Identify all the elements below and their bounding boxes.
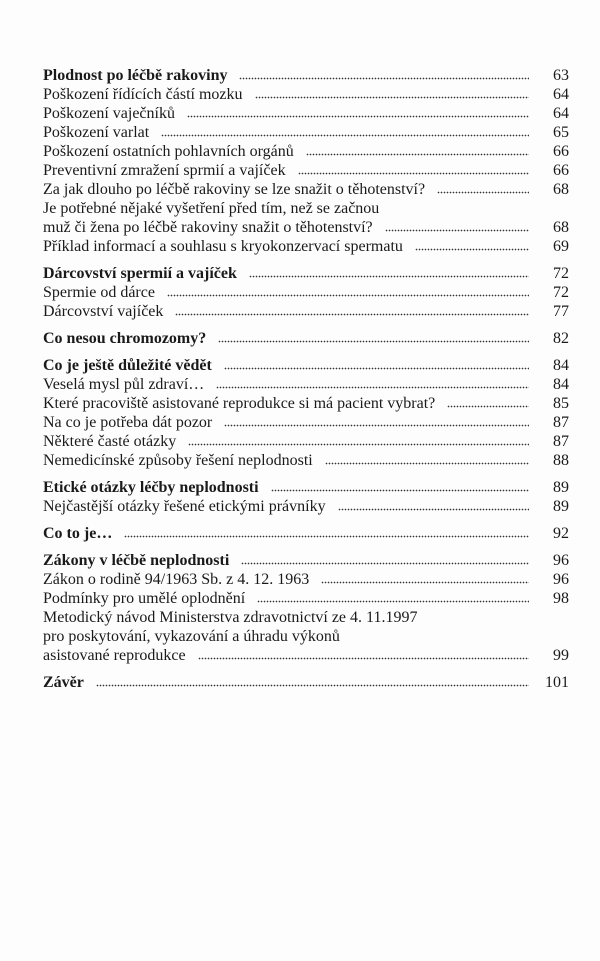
toc-entry [43,375,569,394]
toc-page-number: 66 [553,143,569,160]
toc-entry-line [43,570,569,589]
toc-entry-line [43,356,569,375]
toc-entry-title: Dárcovství spermií a vajíček [43,265,237,282]
dot-leader [216,385,529,389]
dot-leader [271,488,529,492]
toc-entry-title: Poškození varlat [43,124,150,141]
toc-entry-title: Příklad informací a souhlasu s kryokonzervací spermatu [43,238,403,255]
toc-entry [43,161,569,180]
toc-page-number: 98 [553,590,569,607]
toc-page-number: 85 [553,395,569,412]
toc-section [43,673,569,692]
dot-leader [167,293,529,297]
toc-entry-line [43,66,569,85]
toc-entry-line [43,551,569,570]
toc-entry [43,413,569,432]
toc-entry-title: Veselá mysl půl zdraví… [43,376,205,393]
dot-leader [224,423,529,427]
toc-entry [43,199,569,237]
dot-leader [415,247,529,251]
dot-leader [385,228,529,232]
toc-entry-line [43,646,569,665]
dot-leader [224,366,529,370]
toc-entry-title: Poškození řídících částí mozku [43,86,243,103]
toc-entry-title: Dárcovství vajíček [43,303,164,320]
toc-entry-line [43,123,569,142]
toc-entry-title: Podmínky pro umělé oplodnění [43,590,246,607]
toc-page-number: 101 [545,674,569,691]
toc-entry-title: Poškození vaječníků [43,105,175,122]
dot-leader [239,76,529,80]
dot-leader [161,133,529,137]
toc-page-number: 99 [553,647,569,664]
toc-entry-line [43,375,569,394]
toc-entry-line [43,199,569,218]
toc-page-number: 84 [553,376,569,393]
dot-leader [257,599,529,603]
toc-entry-line [43,237,569,256]
toc-entry [43,302,569,321]
toc-entry-line [43,142,569,161]
toc-entry-title: Za jak dlouho po léčbě rakoviny se lze snažit o těhotenství? [43,181,426,198]
toc-page-number: 84 [553,357,569,374]
toc-entry-line [43,161,569,180]
dot-leader [437,190,529,194]
toc-section [43,66,569,256]
toc-entry-line [43,413,569,432]
toc-entry-line [43,180,569,199]
toc-entry [43,237,569,256]
toc-entry-title: Co je ještě důležité vědět [43,357,212,374]
toc-entry-title: muž či žena po léčbě rakoviny snažit o těhotenství? [43,219,373,236]
toc-entry-title: Nejčastější otázky řešené etickými právníky [43,498,326,515]
toc-entry [43,283,569,302]
toc-chapter-entry [43,356,569,375]
toc-entry-title: Zákon o rodině 94/1963 Sb. z 4. 12. 1963 [43,571,310,588]
toc-entry-line [43,85,569,104]
dot-leader [321,580,529,584]
toc-entry-title: Etické otázky léčby neplodnosti [43,479,259,496]
toc-entry [43,123,569,142]
toc-entry [43,608,569,665]
toc-entry [43,432,569,451]
toc-page-number: 89 [553,479,569,496]
dot-leader [241,561,529,565]
toc-entry-title: Co to je… [43,525,113,542]
toc-entry-line [43,432,569,451]
dot-leader [255,95,529,99]
toc-chapter-entry [43,264,569,283]
toc-entry [43,589,569,608]
toc-entry [43,394,569,413]
dot-leader [175,312,529,316]
toc-entry [43,570,569,589]
toc-entry [43,142,569,161]
toc-entry-title: asistované reprodukce [43,647,186,664]
toc-entry-title: Závěr [43,674,84,691]
toc-page-number: 92 [553,525,569,542]
toc-entry-line [43,394,569,413]
toc-entry-line [43,627,569,646]
toc-section [43,329,569,348]
toc-entry-line [43,218,569,237]
toc-entry-line [43,497,569,516]
toc-entry-line [43,104,569,123]
toc-page-number: 64 [553,105,569,122]
toc-entry-title: Spermie od dárce [43,284,155,301]
toc-section [43,356,569,470]
toc-page-number: 65 [553,124,569,141]
toc-chapter-entry [43,66,569,85]
toc-entry-title: Je potřebné nějaké vyšetření před tím, než se začnou [43,200,380,217]
dot-leader [447,404,529,408]
toc-entry-title: Nemedicínské způsoby řešení neplodnosti [43,452,313,469]
dot-leader [218,339,529,343]
toc-entry [43,497,569,516]
toc-page-number: 72 [553,265,569,282]
toc-entry-title: Které pracoviště asistované reprodukce si má pacient vybrat? [43,395,436,412]
toc-chapter-entry [43,478,569,497]
toc-entry-line [43,524,569,543]
toc-entry-title: Na co je potřeba dát pozor [43,414,213,431]
dot-leader [96,683,529,687]
toc-section [43,551,569,665]
toc-page-number: 82 [553,330,569,347]
dot-leader [325,461,529,465]
toc-page-number: 64 [553,86,569,103]
toc-entry-line [43,451,569,470]
toc-page-number: 68 [553,181,569,198]
toc-entry [43,451,569,470]
toc-entry-title: Co nesou chromozomy? [43,330,207,347]
toc-entry-title: Metodický návod Ministerstva zdravotnictví ze 4. 11.1997 [43,609,418,626]
toc-entry-title: Preventivní zmražení sprmií a vajíček [43,162,286,179]
table-of-contents [43,66,569,700]
toc-entry-title: Plodnost po léčbě rakoviny [43,67,228,84]
toc-page-number: 87 [553,414,569,431]
toc-entry [43,104,569,123]
toc-page-number: 63 [553,67,569,84]
dot-leader [298,171,529,175]
toc-entry-line [43,302,569,321]
toc-page-number: 89 [553,498,569,515]
toc-section [43,478,569,516]
toc-page-number: 69 [553,238,569,255]
toc-page-number: 88 [553,452,569,469]
toc-page-number: 96 [553,552,569,569]
dot-leader [198,656,529,660]
dot-leader [188,442,529,446]
dot-leader [187,114,529,118]
dot-leader [124,534,529,538]
toc-chapter-entry [43,329,569,348]
toc-entry [43,180,569,199]
dot-leader [249,274,529,278]
toc-chapter-entry [43,673,569,692]
toc-entry-line [43,589,569,608]
toc-entry-line [43,329,569,348]
toc-entry-title: Některé časté otázky [43,433,177,450]
toc-entry-line [43,608,569,627]
dot-leader [306,152,529,156]
toc-page-number: 68 [553,219,569,236]
toc-page-number: 77 [553,303,569,320]
toc-chapter-entry [43,551,569,570]
toc-entry-line [43,264,569,283]
toc-page-number: 96 [553,571,569,588]
toc-chapter-entry [43,524,569,543]
toc-entry-title: Zákony v léčbě neplodnosti [43,552,230,569]
toc-section [43,264,569,321]
toc-entry-line [43,283,569,302]
toc-page-number: 66 [553,162,569,179]
toc-entry [43,85,569,104]
toc-page-number: 87 [553,433,569,450]
toc-entry-line [43,478,569,497]
toc-entry-title: pro poskytování, vykazování a úhradu výkonů [43,628,340,645]
dot-leader [338,507,529,511]
toc-entry-line [43,673,569,692]
toc-entry-title: Poškození ostatních pohlavních orgánů [43,143,294,160]
toc-page-number: 72 [553,284,569,301]
toc-section [43,524,569,543]
